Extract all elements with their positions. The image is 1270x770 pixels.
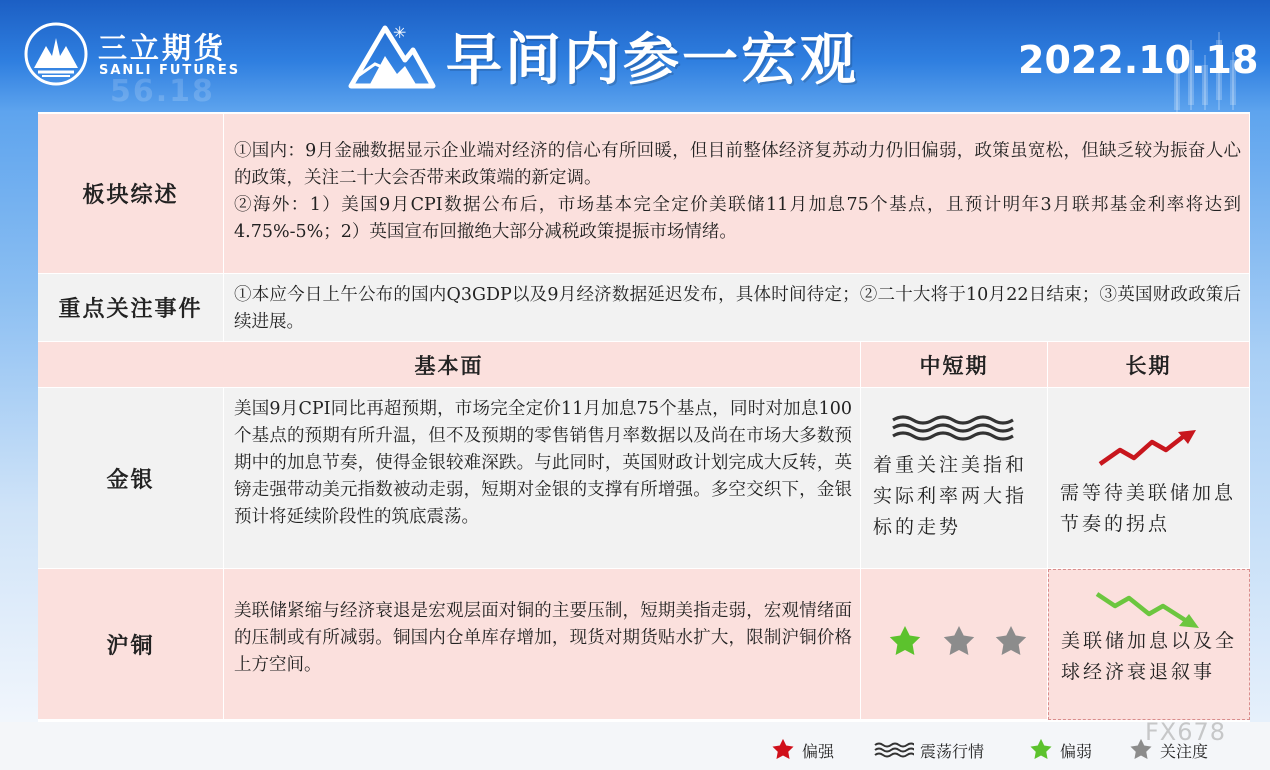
report-date: 2022.10.18: [1018, 38, 1259, 82]
company-name-en: SANLI FUTURES: [99, 63, 241, 78]
gold-silver-long-term-text: 需等待美联储加息节奏的拐点: [1060, 482, 1237, 535]
gold-silver-short-term-text: 着重关注美指和实际利率两大指标的走势: [873, 454, 1028, 538]
row-label-copper: 沪铜: [38, 569, 224, 720]
sanli-logo-icon: [24, 22, 88, 86]
focus-label: 重点关注事件: [38, 274, 224, 342]
star-icon: [770, 738, 796, 762]
legend-oscillation: [874, 738, 984, 762]
copper-short-term: [861, 569, 1048, 720]
wave-icon: [891, 414, 1021, 442]
left-decoration: [0, 112, 38, 722]
trend-down-icon: [1095, 588, 1205, 630]
focus-content: ①本应今日上午公布的国内Q3GDP以及9月经济数据延迟发布，具体时间待定；②二十大将于10月22日结束；③英国财政政策后续进展。: [224, 274, 1250, 342]
header-long-term: 长期: [1048, 342, 1250, 388]
star-icon: [944, 626, 974, 655]
star-icon: [996, 626, 1026, 655]
header-fundamentals: 基本面: [38, 342, 861, 388]
page-title: 早间内参一宏观: [446, 28, 859, 93]
watermark: FX678: [1145, 718, 1227, 746]
wave-icon: [874, 741, 914, 759]
overview-content: [224, 114, 1250, 274]
overview-label: 板块综述: [38, 114, 224, 274]
legend-strong: [770, 738, 834, 762]
company-name-cn: 三立期货: [98, 31, 227, 65]
legend-oscillation-label: 震荡行情: [920, 741, 985, 761]
legend-weak-label: 偏弱: [1060, 741, 1093, 761]
svg-text:✳: ✳: [393, 23, 407, 42]
gold-silver-short-term: [861, 388, 1048, 569]
row-label-gold-silver: 金银: [38, 388, 224, 569]
copper-long-term: [1048, 569, 1250, 720]
star-icon: [890, 626, 920, 655]
right-decoration: [1250, 112, 1270, 722]
header-banner: [0, 0, 1270, 112]
legend-weak: [1028, 738, 1092, 762]
background-number: 56.18: [110, 74, 215, 109]
trend-up-icon: [1098, 428, 1198, 468]
rating-stars: [887, 624, 1032, 660]
copper-long-term-text: 美联储加息以及全球经济衰退叙事: [1061, 630, 1238, 683]
overview-overseas: ②海外：1）美国9月CPI数据公布后，市场基本完全定价美联储11月加息75个基点，且预计明年3月联邦基金利率将达到4.75%-5%；2）英国宣布回撤绝大部分减税政策提振市场情绪。: [234, 195, 1241, 242]
copper-fundamentals: 美联储紧缩与经济衰退是宏观层面对铜的主要压制，短期美指走弱，宏观情绪面的压制或有所减弱。铜国内仓单库存增加，现货对期货贴水扩大，限制沪铜价格上方空间。: [224, 569, 861, 720]
legend-strong-label: 偏强: [802, 741, 835, 761]
gold-silver-long-term: [1048, 388, 1250, 569]
header-short-term: 中短期: [861, 342, 1048, 388]
star-icon: [1028, 738, 1054, 762]
legend-focus-label: 关注度: [1160, 741, 1209, 761]
gold-silver-fundamentals: 美国9月CPI同比再超预期，市场完全定价11月加息75个基点，同时对加息100个基点的预期有所升温，但不及预期的零售销售月率数据以及尚在市场大多数预期中的加息节奏，使得金银较难深跌。与此同时，英国财政计划完成大反转，英镑走强带动美元指数被动走弱，短期对金银的支撑有所增强。多空交织下，金银预计将延续阶段性的筑底震荡。: [224, 388, 861, 569]
overview-domestic: ①国内：9月金融数据显示企业端对经济的信心有所回暖，但目前整体经济复苏动力仍旧偏弱，政策虽宽松，但缺乏较为振奋人心的政策，关注二十大会否带来政策端的新定调。: [234, 141, 1241, 188]
mountain-icon: [345, 20, 437, 92]
